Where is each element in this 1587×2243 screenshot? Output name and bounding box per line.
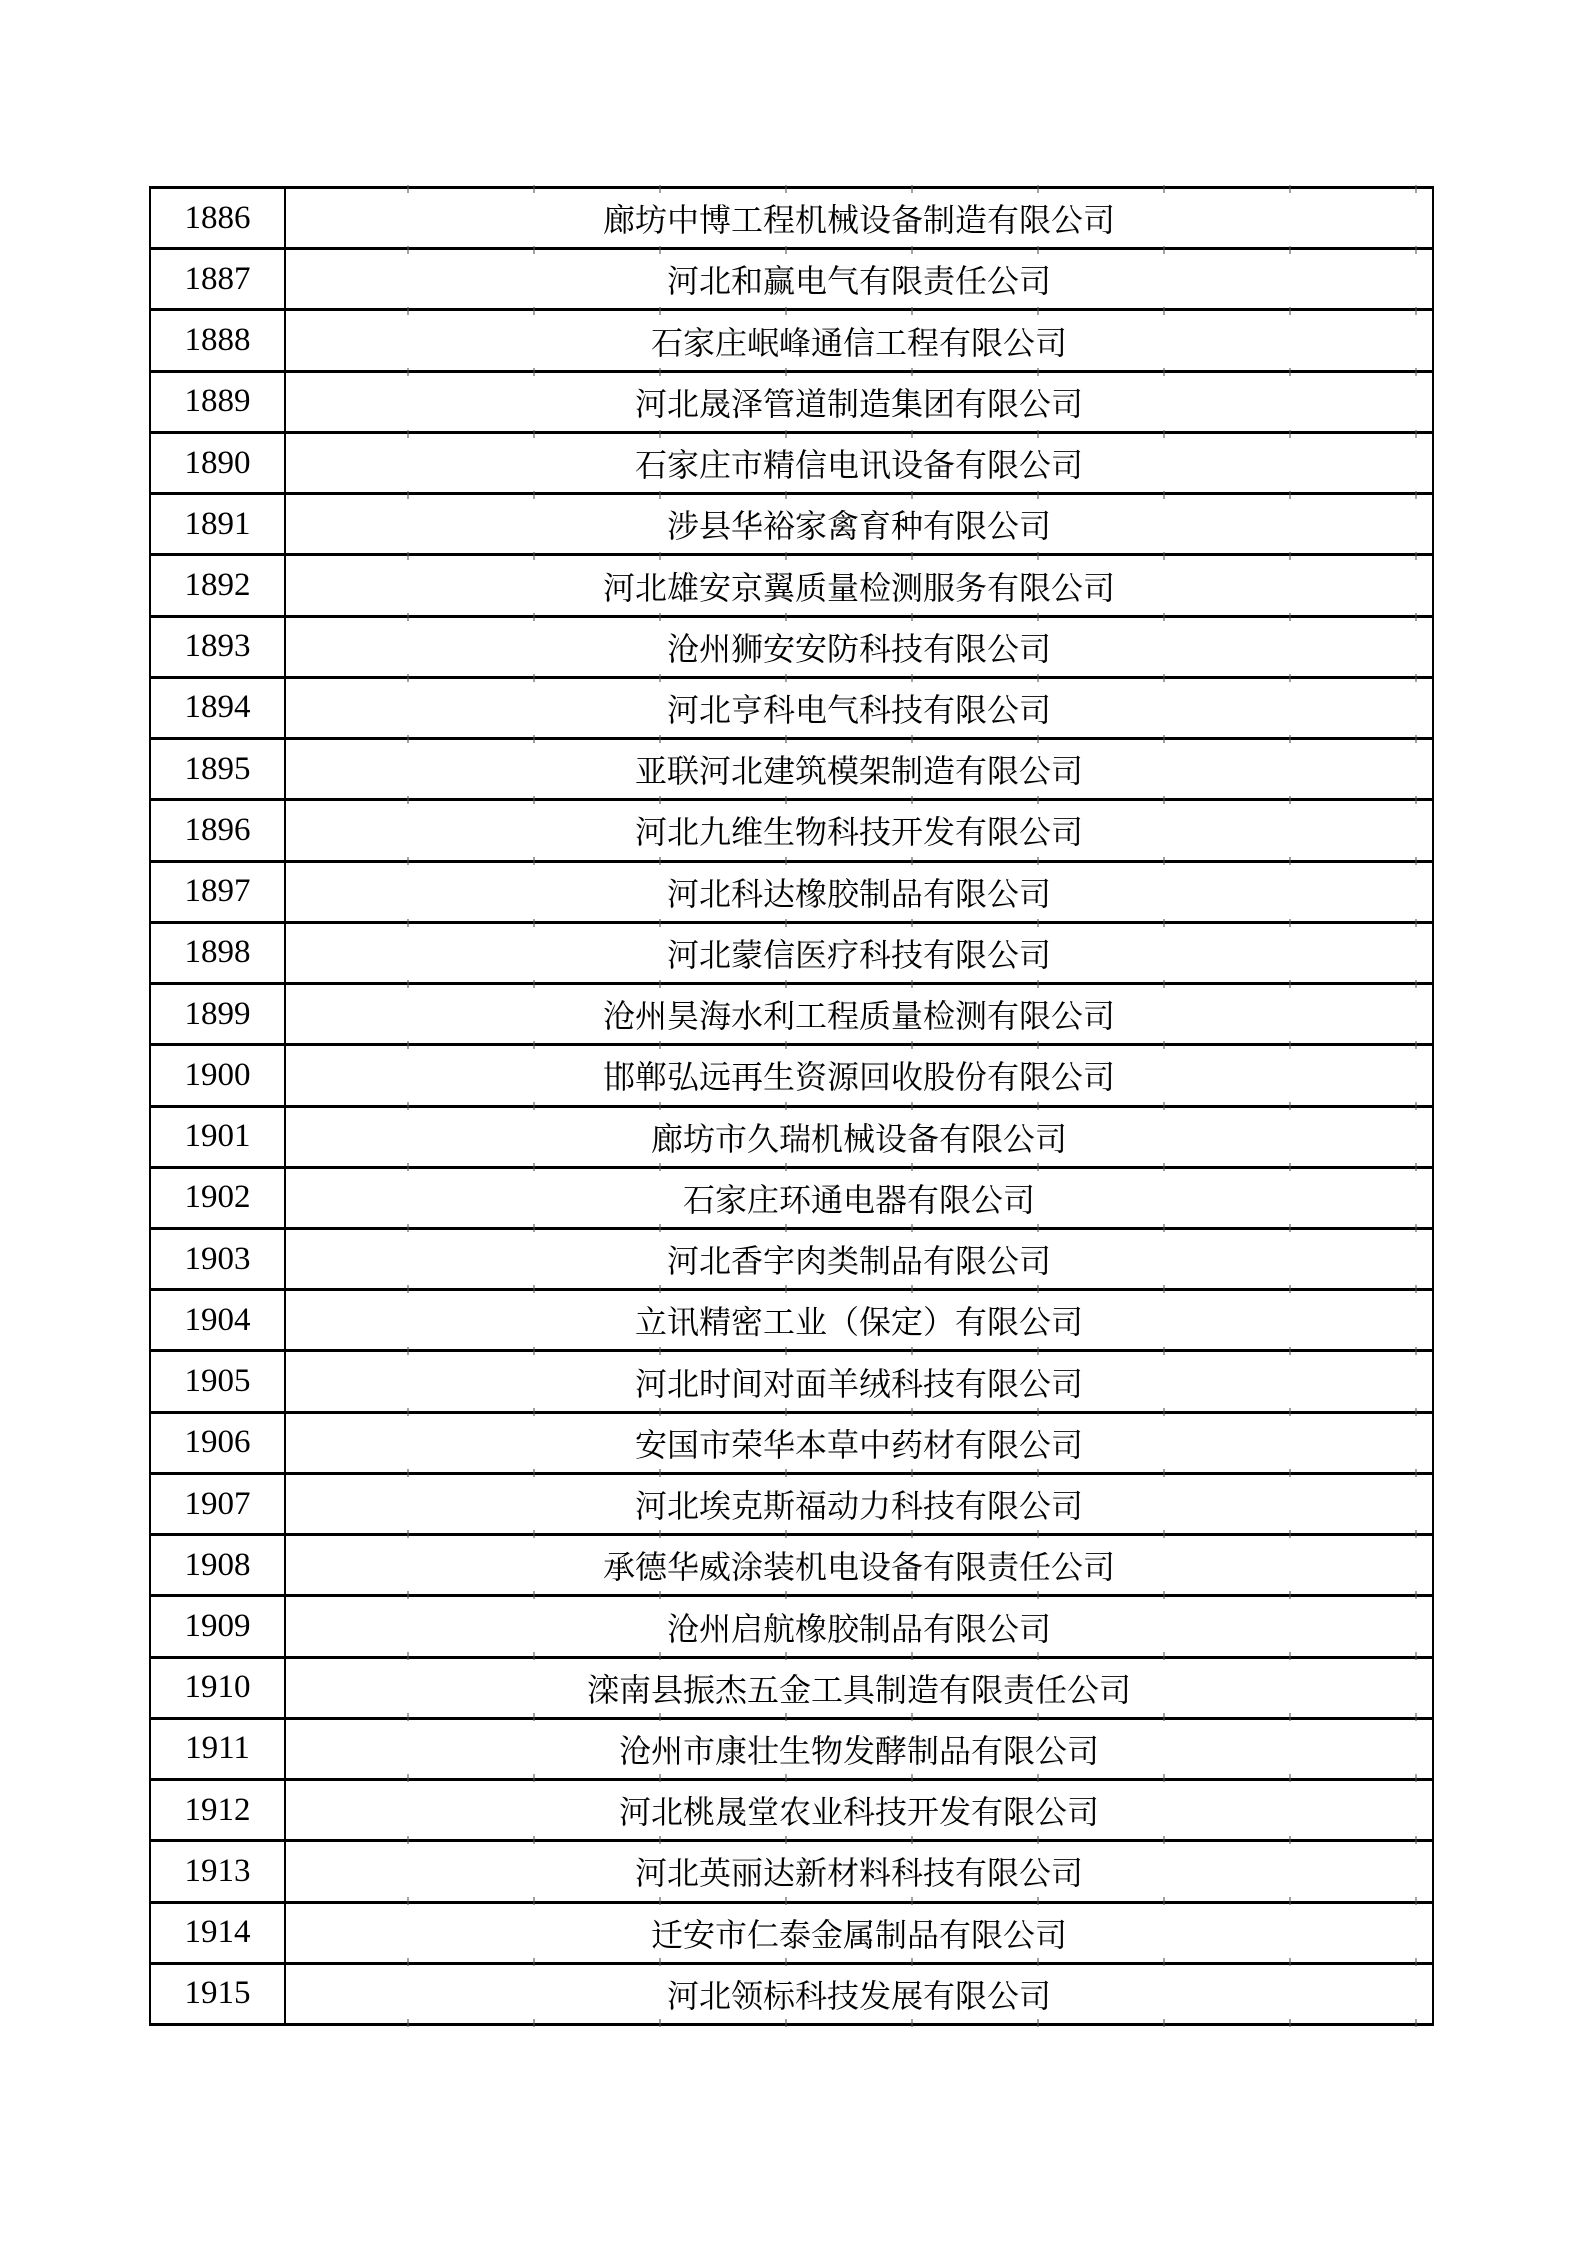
table-row — [151, 1656, 1432, 1717]
company-name-cell: 河北晟泽管道制造集团有限公司 — [634, 385, 1083, 422]
table-row — [151, 1043, 1432, 1104]
company-name-cell: 河北香宇肉类制品有限公司 — [666, 1243, 1051, 1280]
row-index-cell: 1891 — [151, 495, 286, 553]
company-name-cell: 河北蒙信医疗科技有限公司 — [666, 936, 1051, 973]
company-name-cell: 安国市荣华本草中药材有限公司 — [634, 1426, 1083, 1463]
row-index-cell: 1887 — [151, 250, 286, 308]
company-name-cell: 河北英丽达新材料科技有限公司 — [634, 1855, 1083, 1892]
row-index-cell: 1912 — [151, 1781, 286, 1839]
row-index-cell: 1907 — [151, 1475, 286, 1533]
row-index-cell: 1893 — [151, 618, 286, 676]
company-name-cell: 涉县华裕家禽育种有限公司 — [666, 508, 1051, 545]
company-list-table — [149, 186, 1434, 2026]
table-row — [151, 1349, 1432, 1410]
row-index-cell: 1888 — [151, 311, 286, 369]
table-row — [151, 1901, 1432, 1962]
table-row — [151, 921, 1432, 982]
company-name-cell: 廊坊市久瑞机械设备有限公司 — [650, 1120, 1067, 1157]
table-row — [151, 1411, 1432, 1472]
company-name-cell: 承德华威涂装机电设备有限责任公司 — [602, 1549, 1115, 1586]
table-row — [151, 431, 1432, 492]
company-name-cell: 沧州狮安安防科技有限公司 — [666, 630, 1051, 667]
row-index-cell: 1905 — [151, 1352, 286, 1410]
row-index-cell: 1896 — [151, 801, 286, 859]
company-name-cell: 石家庄市精信电讯设备有限公司 — [634, 447, 1083, 484]
table-row — [151, 615, 1432, 676]
table-row — [151, 1288, 1432, 1349]
company-name-cell: 亚联河北建筑模架制造有限公司 — [634, 753, 1083, 790]
table-row — [151, 1105, 1432, 1166]
row-index-cell: 1903 — [151, 1230, 286, 1288]
row-index-cell: 1898 — [151, 924, 286, 982]
company-name-cell: 河北时间对面羊绒科技有限公司 — [634, 1365, 1083, 1402]
company-name-cell: 廊坊中博工程机械设备制造有限公司 — [602, 202, 1115, 239]
table-row — [151, 247, 1432, 308]
table-row — [151, 860, 1432, 921]
company-name-cell: 迁安市仁泰金属制品有限公司 — [650, 1916, 1067, 1953]
table-row — [151, 737, 1432, 798]
table-row — [151, 1778, 1432, 1839]
table-row — [151, 1839, 1432, 1900]
table-row — [151, 798, 1432, 859]
row-index-cell: 1914 — [151, 1904, 286, 1962]
row-index-cell: 1911 — [151, 1720, 286, 1778]
company-name-cell: 立讯精密工业（保定）有限公司 — [634, 1304, 1083, 1341]
row-index-cell: 1908 — [151, 1536, 286, 1594]
row-index-cell: 1895 — [151, 740, 286, 798]
company-name-cell: 沧州启航橡胶制品有限公司 — [666, 1610, 1051, 1647]
company-name-cell: 石家庄岷峰通信工程有限公司 — [650, 324, 1067, 361]
company-name-cell: 滦南县振杰五金工具制造有限责任公司 — [586, 1671, 1131, 1708]
table-row — [151, 492, 1432, 553]
row-index-cell: 1900 — [151, 1046, 286, 1104]
row-index-cell: 1902 — [151, 1169, 286, 1227]
row-index-cell: 1901 — [151, 1108, 286, 1166]
company-name-cell: 河北埃克斯福动力科技有限公司 — [634, 1488, 1083, 1525]
table-row — [151, 1594, 1432, 1655]
row-index-cell: 1890 — [151, 434, 286, 492]
row-index-cell: 1889 — [151, 373, 286, 431]
row-index-cell: 1913 — [151, 1842, 286, 1900]
row-index-cell: 1894 — [151, 679, 286, 737]
table-row — [151, 1962, 1432, 2023]
row-index-cell: 1904 — [151, 1291, 286, 1349]
table-row — [151, 553, 1432, 614]
row-index-cell: 1906 — [151, 1414, 286, 1472]
company-name-cell: 邯郸弘远再生资源回收股份有限公司 — [602, 1059, 1115, 1096]
table-row — [151, 370, 1432, 431]
company-name-cell: 沧州昊海水利工程质量检测有限公司 — [602, 998, 1115, 1035]
row-index-cell: 1886 — [151, 189, 286, 247]
company-name-cell: 河北和赢电气有限责任公司 — [666, 263, 1051, 300]
table-row — [151, 676, 1432, 737]
row-index-cell: 1899 — [151, 985, 286, 1043]
table-row — [151, 308, 1432, 369]
company-name-cell: 河北领标科技发展有限公司 — [666, 1977, 1051, 2014]
row-index-cell: 1910 — [151, 1659, 286, 1717]
company-name-cell: 河北科达橡胶制品有限公司 — [666, 875, 1051, 912]
table-row — [151, 1166, 1432, 1227]
table-row — [151, 1717, 1432, 1778]
table-row — [151, 982, 1432, 1043]
table-row — [151, 1472, 1432, 1533]
company-name-cell: 沧州市康壮生物发酵制品有限公司 — [618, 1732, 1099, 1769]
company-name-cell: 河北桃晟堂农业科技开发有限公司 — [618, 1794, 1099, 1831]
company-name-cell: 河北亨科电气科技有限公司 — [666, 691, 1051, 728]
row-index-cell: 1909 — [151, 1597, 286, 1655]
row-index-cell: 1897 — [151, 863, 286, 921]
company-name-cell: 河北雄安京翼质量检测服务有限公司 — [602, 569, 1115, 606]
company-name-cell: 石家庄环通电器有限公司 — [682, 1181, 1035, 1218]
table-row — [151, 189, 1432, 247]
company-name-cell: 河北九维生物科技开发有限公司 — [634, 814, 1083, 851]
row-index-cell: 1892 — [151, 556, 286, 614]
table-row — [151, 1533, 1432, 1594]
table-row — [151, 1227, 1432, 1288]
row-index-cell: 1915 — [151, 1965, 286, 2023]
